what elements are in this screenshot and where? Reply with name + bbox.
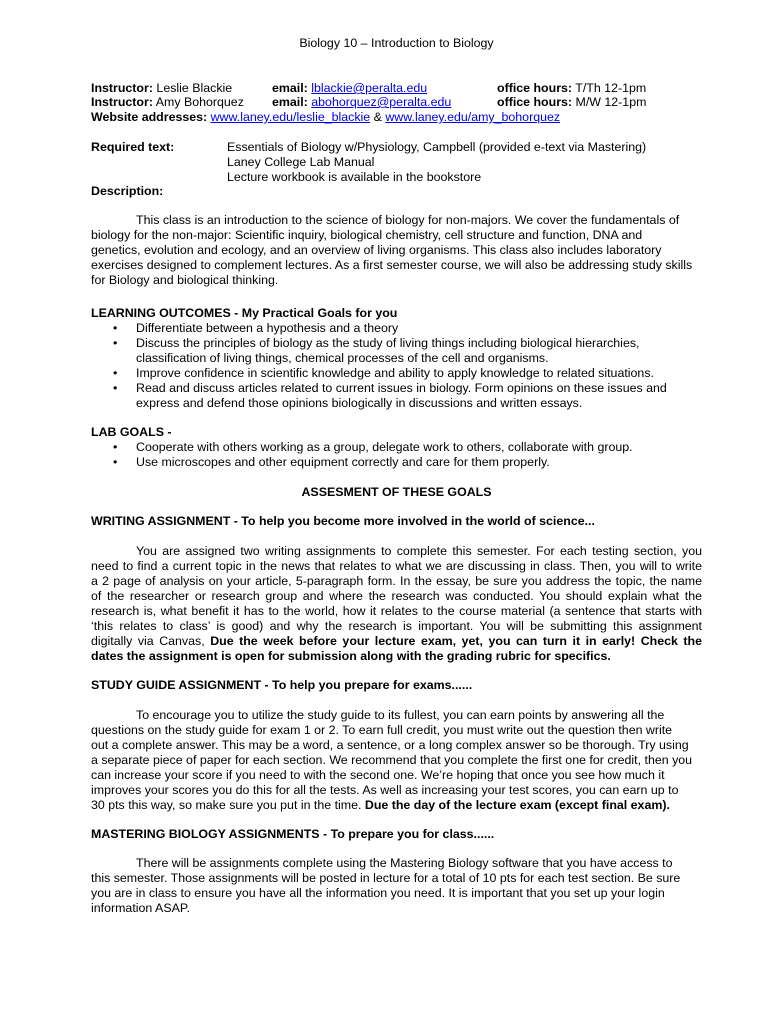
bullet-icon: •	[113, 321, 118, 335]
instructor-row-1	[91, 81, 647, 96]
instructor-name: Leslie Blackie	[156, 81, 233, 95]
instructor-row-2	[91, 95, 647, 110]
description-paragraph	[91, 213, 702, 288]
office-hours-label: office hours:	[497, 95, 573, 109]
bullet-icon: •	[113, 381, 118, 395]
website-label: Website addresses:	[91, 110, 208, 124]
lab-goals-heading-row	[91, 425, 172, 440]
list-item-text: Differentiate between a hypothesis and a theory	[136, 321, 399, 335]
paragraph-line	[91, 649, 702, 664]
deadline-note: dates the assignment is open for submission along with the grading rubric for specifics.	[91, 649, 611, 663]
paragraph-line: information ASAP.	[91, 901, 190, 915]
paragraph-line: out a complete answer. This may be a word, a sentence, or a long complex answer so be thorough. Try using	[91, 738, 689, 752]
study-guide-paragraph	[91, 708, 702, 813]
paragraph-line: You are assigned two writing assignments to complete this semester. For each testing section, you	[136, 544, 702, 558]
mastering-paragraph	[91, 856, 702, 916]
email-link[interactable]: abohorquez@peralta.edu	[311, 95, 452, 109]
bullet-icon: •	[113, 336, 118, 350]
paragraph-line: of the researcher or research group and where the research was conducted. You should explain what the	[91, 589, 702, 603]
required-text-line: Essentials of Biology w/Physiology, Campbell (provided e-text via Mastering)	[227, 140, 647, 154]
website-row	[91, 110, 560, 125]
paragraph-text: 30 pts this way, so make sure you put in the time.	[91, 798, 365, 812]
learning-outcomes-heading: LEARNING OUTCOMES - My Practical Goals for you	[91, 306, 398, 320]
list-item	[91, 366, 702, 381]
list-item-text: Discuss the principles of biology as the study of living things including biological hierarchies,	[136, 336, 640, 350]
instructor-label: Instructor:	[91, 81, 153, 95]
required-text-label-row	[91, 140, 174, 155]
paragraph-line: This class is an introduction to the science of biology for non-majors. We cover the fundamentals of	[136, 213, 680, 227]
list-item	[91, 440, 702, 455]
website-separator: &	[373, 110, 382, 124]
paragraph-line: improves your scores you do this for all the tests. As well as increasing your test scores, you can earn up to	[91, 783, 679, 797]
list-item-text: classification of living things, chemical processes of the cell and organisms.	[136, 351, 549, 365]
paragraph-line: To encourage you to utilize the study guide to its fullest, you can earn points by answering all the	[136, 708, 665, 722]
paragraph-line: a separate piece of paper for each section. We recommend that you complete the first one for credit, then you	[91, 753, 693, 767]
page-title: Biology 10 – Introduction to Biology	[299, 36, 494, 50]
paragraph-line: questions on the study guide for exam 1 or 2. To earn full credit, you must write out the question then write	[91, 723, 673, 737]
list-item-text: Improve confidence in scientific knowledge and ability to apply knowledge to related situations.	[136, 366, 654, 380]
website-link-1[interactable]: www.laney.edu/leslie_blackie	[210, 110, 371, 124]
paragraph-line-mixed	[91, 798, 702, 813]
paragraph-line-mixed	[91, 634, 702, 649]
description-label-row	[91, 184, 163, 199]
paragraph-line: research is, what benefit it has to the world, how it relates to the course material (a sentence that starts with	[91, 604, 702, 618]
study-guide-heading: STUDY GUIDE ASSIGNMENT - To help you prepare for exams......	[91, 678, 473, 692]
assessment-heading	[0, 485, 770, 500]
paragraph-line: a 2 page of analysis on your article, 5-paragraph form. In the essay, be sure you address the topic, the name	[91, 574, 702, 588]
paragraph-line: need to find a current topic in the news that relates to what we are discussing in class. Then, you will to write	[91, 559, 702, 573]
list-item	[91, 381, 702, 411]
email-label: email:	[272, 95, 308, 109]
instructor-label: Instructor:	[91, 95, 153, 109]
list-item-text: Use microscopes and other equipment correctly and care for them properly.	[136, 455, 550, 469]
instructor-name: Amy Bohorquez	[155, 95, 244, 109]
lab-goals-heading: LAB GOALS -	[91, 425, 172, 439]
required-text-line: Laney College Lab Manual	[227, 155, 375, 169]
list-item-text: express and defend those opinions biologically in discussions and written essays.	[136, 396, 583, 410]
bullet-icon: •	[113, 455, 118, 469]
paragraph-line: genetics, evolution and ecology, and an overview of living organisms. This class also includes laboratory	[91, 243, 662, 257]
list-item	[91, 336, 702, 366]
office-hours-value: T/Th 12-1pm	[575, 81, 647, 95]
paragraph-line: you are in class to ensure you have all the information you need. It is important that you set up your login	[91, 886, 665, 900]
paragraph-text: digitally via Canvas,	[91, 634, 211, 648]
website-link-2[interactable]: www.laney.edu/amy_bohorquez	[385, 110, 561, 124]
required-text-line: Lecture workbook is available in the bookstore	[227, 170, 482, 184]
learning-outcomes-list	[91, 321, 702, 411]
deadline-note: Due the week before your lecture exam, yet, you can turn it in early! Check the	[210, 634, 702, 648]
writing-heading-row	[91, 514, 595, 529]
lab-goals-list	[91, 440, 702, 470]
list-item-text: Cooperate with others working as a group, delegate work to others, collaborate with group.	[136, 440, 633, 454]
paragraph-line: ‘this relates to class’ is good) and why the research is important. You will be submitting this assignment	[91, 619, 702, 633]
assessment-heading-text: ASSESMENT OF THESE GOALS	[301, 485, 492, 499]
list-item-text: Read and discuss articles related to current issues in biology. Form opinions on these issues and	[136, 381, 667, 395]
email-link[interactable]: lblackie@peralta.edu	[311, 81, 428, 95]
bullet-icon: •	[113, 366, 118, 380]
mastering-biology-heading: MASTERING BIOLOGY ASSIGNMENTS - To prepare you for class......	[91, 827, 495, 841]
office-hours-label: office hours:	[497, 81, 573, 95]
description-label: Description:	[91, 184, 164, 198]
paragraph-line: for Biology and biological thinking.	[91, 273, 279, 287]
paragraph-line: There will be assignments complete using the Mastering Biology software that you have access to	[136, 856, 673, 870]
list-item	[91, 321, 702, 336]
bullet-icon: •	[113, 440, 118, 454]
mastering-heading-row	[91, 827, 494, 842]
list-item	[91, 455, 702, 470]
learning-outcomes-heading-row	[91, 306, 397, 321]
required-text-label: Required text:	[91, 140, 175, 154]
paragraph-line: can increase your score if you need to with the second one. We’re hoping that once you see how much it	[91, 768, 665, 782]
paragraph-line: exercises designed to complement lectures. As a first semester course, we will also be addressing study skills	[91, 258, 693, 272]
paragraph-line: this semester. Those assignments will be posted in lecture for a total of 10 pts for each test section. Be sure	[91, 871, 681, 885]
paragraph-line: biology for the non-major: Scientific inquiry, biological chemistry, cell structure and function, DNA and	[91, 228, 643, 242]
study-guide-heading-row	[91, 678, 472, 693]
office-hours-value: M/W 12-1pm	[575, 95, 647, 109]
writing-paragraph	[91, 544, 702, 664]
email-label: email:	[272, 81, 308, 95]
writing-assignment-heading: WRITING ASSIGNMENT - To help you become more involved in the world of science...	[91, 514, 595, 528]
deadline-note: Due the day of the lecture exam (except final exam).	[364, 798, 670, 812]
